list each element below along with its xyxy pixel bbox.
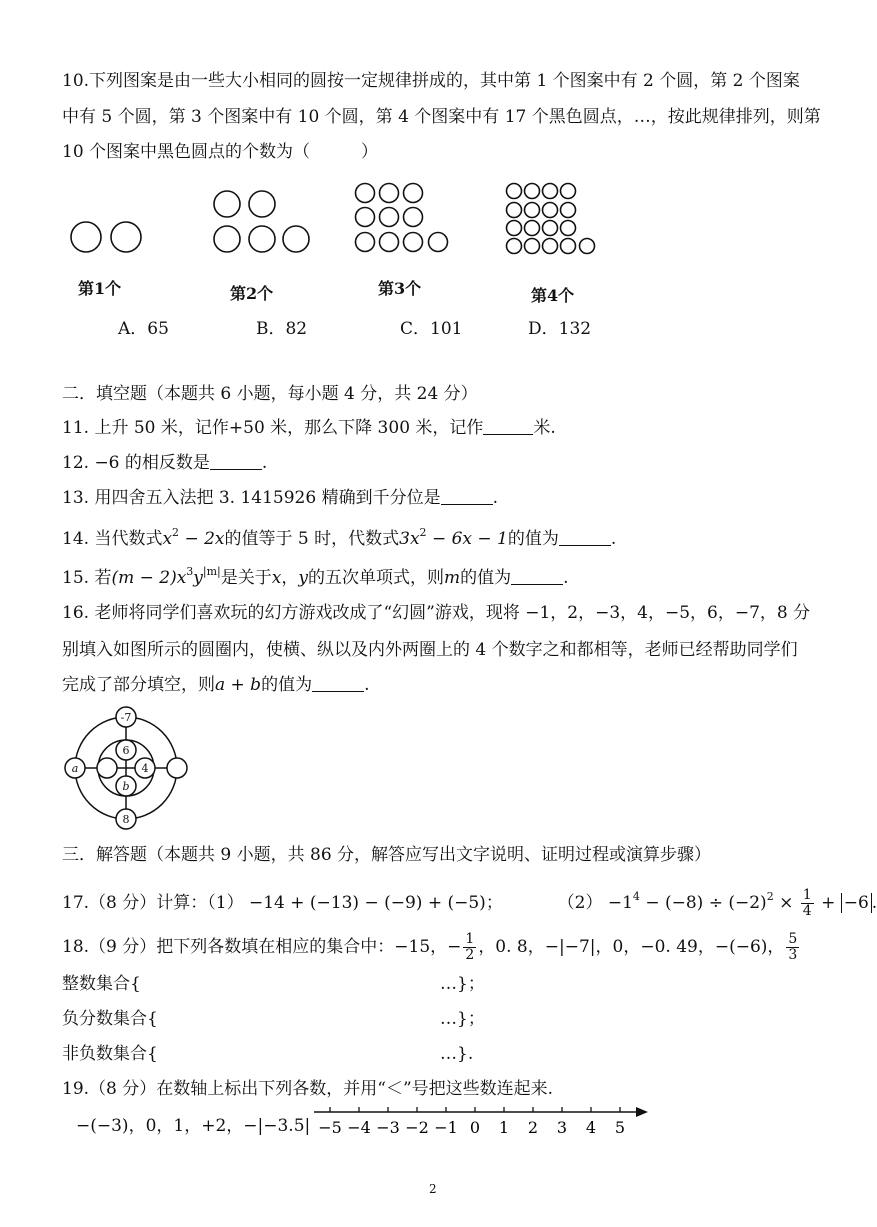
q11-unit: 米.: [533, 418, 556, 438]
pattern-circle: [561, 239, 576, 254]
pattern-circle: [356, 184, 375, 203]
q14-after: 的值为: [507, 529, 559, 549]
section-3-heading: 三．解答题（本题共 9 小题，共 86 分，解答应写出文字说明、证明过程或演算步骤）: [62, 845, 712, 865]
label-left: a: [71, 762, 79, 775]
q14-mid: 的值等于 5 时，代数式: [224, 529, 400, 549]
q16-text: 完成了部分填空，则: [62, 675, 215, 695]
pattern-circle: [404, 208, 423, 227]
number-line-tick-label: 3: [556, 1118, 568, 1137]
q10-pattern-figures: [0, 178, 867, 278]
q10-line3: 10 个图案中黑色圆点的个数为（ ）: [62, 142, 379, 162]
pattern-circle: [111, 222, 141, 252]
pattern-circle: [580, 239, 595, 254]
q15-text: 15. 若: [62, 568, 112, 588]
pattern-circle: [429, 233, 448, 252]
q10-line1: 10.下列图案是由一些大小相同的圆按一定规律拼成的，其中第 1 个图案中有 2 个圆，第 2 个图案: [62, 71, 800, 91]
pattern-circle: [525, 239, 540, 254]
choice-c: C．101: [400, 319, 463, 339]
q15-after: 的值为: [460, 568, 512, 588]
q17-sep: ；: [485, 893, 503, 913]
q12: [62, 452, 267, 474]
q15-mid2: 的五次单项式，则: [307, 568, 444, 588]
answer-blank[interactable]: [559, 529, 611, 546]
choice-a: A．65: [118, 319, 169, 339]
number-line-tick-label: 4: [585, 1118, 597, 1137]
q10-line2: 中有 5 个圆，第 3 个图案中有 10 个圆，第 4 个图案中有 17 个黑色圆点，…，按此规律排列，则第: [62, 107, 821, 127]
choice-b: B．82: [256, 319, 308, 339]
q12-text: 12. −6 的相反数是: [62, 453, 210, 473]
q16-expr: a + b: [215, 675, 262, 695]
q16-line3: [62, 674, 369, 696]
q15-expr: $(m - 2)x^3y^{|m|}$: [111, 565, 221, 588]
q16-line1: 16. 老师将同学们喜欢玩的幻方游戏改成了“幻圆”游戏，现将 −1，2，−3，4，−5，6，−7，8 分: [62, 603, 811, 623]
answer-blank[interactable]: [511, 568, 563, 585]
q11-text: 11. 上升 50 米，记作+50 米，那么下降 300 米，记作: [62, 418, 484, 438]
set-integer-name: 整数集合{: [62, 974, 141, 994]
answer-blank[interactable]: [441, 488, 493, 505]
number-line-tick-label: 0: [469, 1118, 481, 1137]
q13: [62, 487, 498, 509]
magic-circle-diagram: [62, 707, 192, 832]
number-line-tick-label: 1: [498, 1118, 510, 1137]
pattern-circle: [561, 221, 576, 236]
pattern-circle: [525, 184, 540, 199]
q17-expr1: −14 + (−13) − (−9) + (−5): [248, 893, 486, 913]
set-negative-fraction-name: 负分数集合{: [62, 1009, 158, 1029]
pattern-circle: [214, 226, 240, 252]
pattern-circle: [525, 203, 540, 218]
pattern-circle: [507, 221, 522, 236]
pattern-circle: [71, 222, 101, 252]
q19-numbers: −(−3)，0，1，+2，−|−3.5|: [76, 1116, 311, 1136]
pattern-circle: [561, 184, 576, 199]
q17-expr2: $-1^4 - (-8) \div (-2)^2$ × $\frac{1}{4}$ + −6 .: [607, 887, 877, 919]
set-integer-tail: …}；: [440, 974, 485, 994]
pattern-circle: [543, 203, 558, 218]
number-line-tick-label: −1: [434, 1118, 458, 1137]
pattern-circle: [543, 184, 558, 199]
pattern-circle: [525, 221, 540, 236]
set-negative-fraction-tail: …}；: [440, 1009, 485, 1029]
q15: [62, 561, 568, 589]
fraction: $\frac{5}{3}$: [788, 931, 798, 963]
label-bottom: 8: [122, 813, 130, 826]
fraction: $\frac{1}{4}$: [802, 887, 812, 919]
number-line-tick-label: −2: [405, 1118, 429, 1137]
label-inner-top: 6: [122, 744, 130, 757]
answer-blank[interactable]: [483, 418, 533, 435]
absolute-value: −6: [841, 893, 872, 913]
q14-text: 14. 当代数式: [62, 529, 163, 549]
pattern-circle: [249, 226, 275, 252]
pattern-circle: [507, 239, 522, 254]
pattern-circle: [356, 208, 375, 227]
pattern-circle: [380, 184, 399, 203]
q17-label: 17.（8 分）计算：（1）: [62, 893, 244, 913]
node-inner-left: [97, 758, 117, 778]
q17-label2: （2）: [557, 893, 603, 913]
set-nonnegative-tail: …}.: [440, 1044, 474, 1064]
number-line-tick-label: 5: [614, 1118, 626, 1137]
number-line-tick-label: −4: [347, 1118, 371, 1137]
page-number: 2: [429, 1182, 437, 1196]
label-inner-bottom: b: [122, 780, 130, 793]
q13-end: .: [492, 488, 498, 508]
q14-end: .: [610, 529, 617, 549]
pattern-circle: [561, 203, 576, 218]
pattern-circle: [507, 184, 522, 199]
pattern-circle: [380, 233, 399, 252]
q14: [62, 522, 616, 550]
label-inner-right: 4: [141, 762, 149, 775]
number-line-arrow: [636, 1107, 648, 1117]
figure-label-4: 第4个: [531, 286, 575, 305]
choice-d: D．132: [528, 319, 592, 339]
figure-label-3: 第3个: [378, 279, 422, 298]
q19-line: 19.（8 分）在数轴上标出下列各数，并用“＜”号把这些数连起来.: [62, 1079, 554, 1099]
number-line-tick-label: −3: [376, 1118, 400, 1137]
q16-after: 的值为: [261, 675, 313, 695]
answer-blank[interactable]: [210, 453, 262, 470]
q14-expr1: $x^2 - 2x$: [162, 526, 225, 549]
q15-var-y: y: [298, 568, 308, 588]
pattern-circle: [507, 203, 522, 218]
q18-rest: ，0. 8，−|−7|，0，−0. 49，−(−6)，: [478, 937, 785, 957]
figure-label-2: 第2个: [230, 284, 274, 303]
figure-label-1: 第1个: [78, 279, 122, 298]
q15-var-x: x: [271, 568, 282, 588]
q18: 18.（9 分）把下列各数填在相应的集合中：−15，− $\frac{1}{2}$ ，0. 8，−|−7|，0，−0. 49，−(−6)， $\frac{5}{3}$: [62, 931, 798, 963]
number-line-tick-label: 2: [527, 1118, 539, 1137]
pattern-circle: [356, 233, 375, 252]
q15-mid: 是关于: [220, 568, 272, 588]
pattern-circle: [283, 226, 309, 252]
node-outer-right: [167, 758, 187, 778]
number-line: [310, 1102, 660, 1142]
q15-end: .: [563, 568, 569, 588]
label-top: -7: [120, 711, 132, 724]
q16-line2: 别填入如图所示的圆圈内，使横、纵以及内外两圈上的 4 个数字之和都相等，老师已经帮助同学们: [62, 640, 798, 660]
number-line-tick-label: −5: [318, 1118, 342, 1137]
pattern-circle: [249, 191, 275, 217]
pattern-circle: [543, 221, 558, 236]
pattern-circle: [380, 208, 399, 227]
q16-end: .: [364, 675, 370, 695]
pattern-circle: [543, 239, 558, 254]
set-nonnegative-name: 非负数集合{: [62, 1044, 158, 1064]
q18-text: 18.（9 分）把下列各数填在相应的集合中：−15，: [62, 937, 448, 957]
pattern-circle: [214, 191, 240, 217]
q12-end: .: [261, 453, 268, 473]
q11: [62, 417, 556, 439]
pattern-circle: [404, 233, 423, 252]
q13-text: 13. 用四舍五入法把 3. 1415926 精确到千分位是: [62, 488, 441, 508]
answer-blank[interactable]: [312, 675, 364, 692]
q15-comma: ，: [281, 568, 299, 588]
fraction: $\frac{1}{2}$: [465, 931, 475, 963]
q17: [62, 886, 877, 919]
q15-var-m: m: [443, 568, 461, 588]
pattern-circle: [404, 184, 423, 203]
section-2-heading: 二．填空题（本题共 6 小题，每小题 4 分，共 24 分）: [62, 384, 478, 404]
q14-expr2: $3x^2 - 6x - 1$: [399, 526, 508, 549]
